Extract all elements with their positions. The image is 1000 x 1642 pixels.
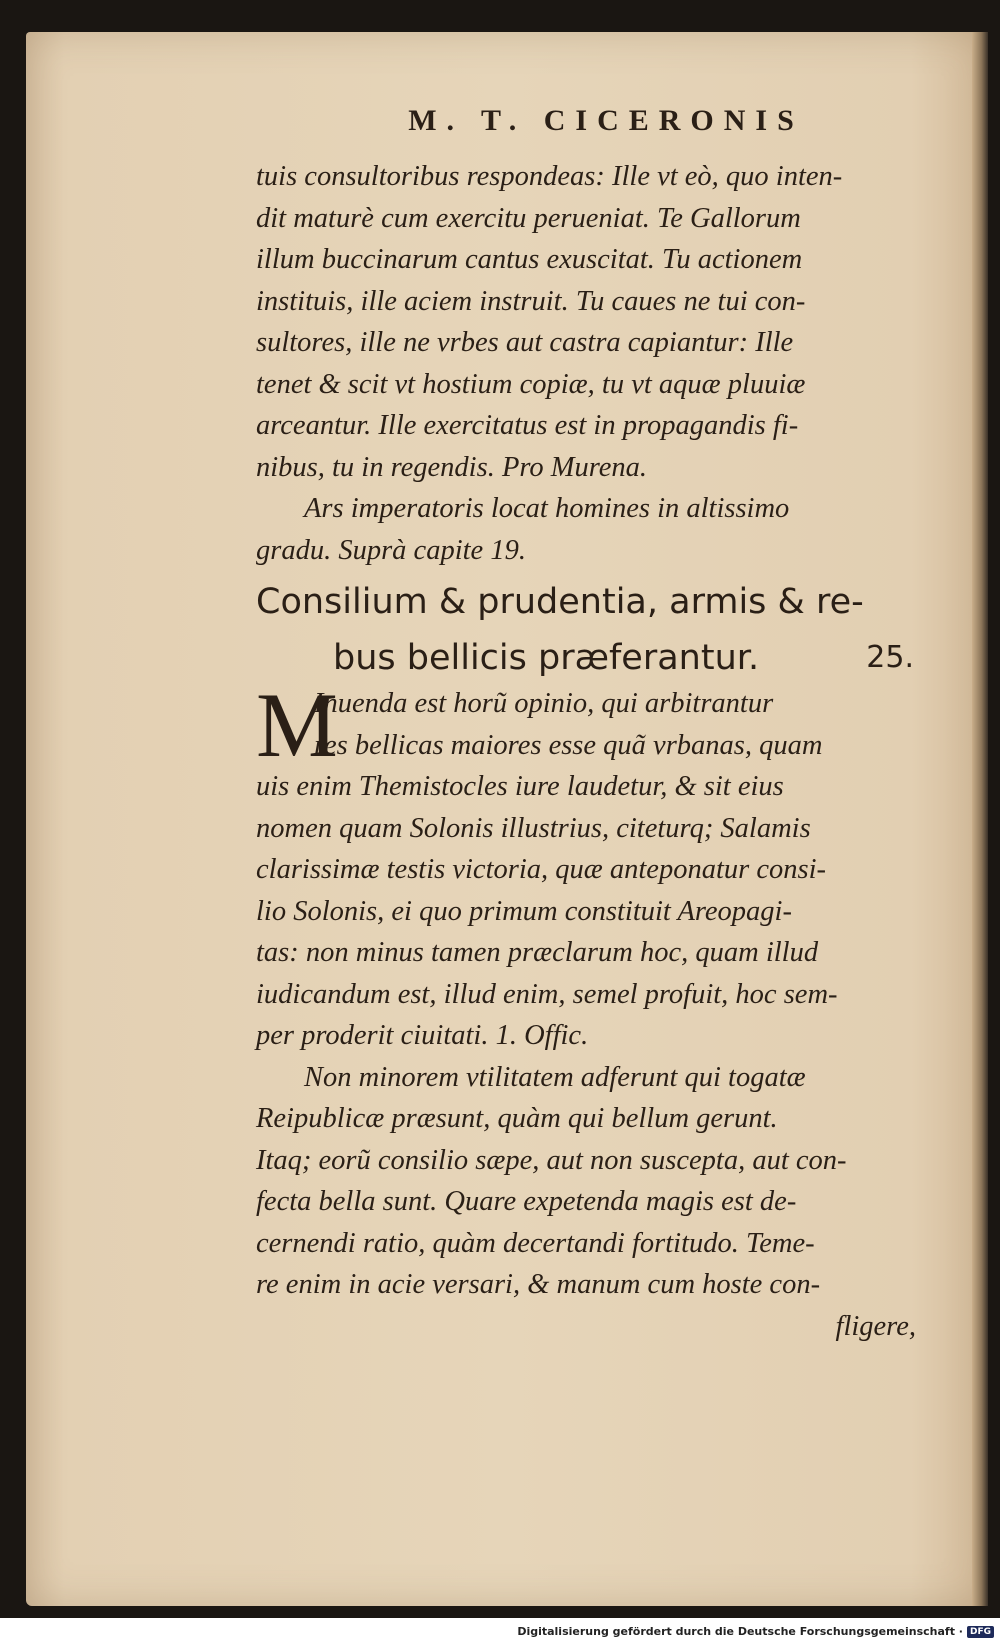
text-line: Non minorem vtilitatem adferunt qui togatæ	[304, 1061, 806, 1093]
section-heading-text: bus bellicis præferantur.	[333, 638, 760, 678]
text-line: tuis consultoribus respondeas: Ille vt eò, quo inten-	[256, 161, 843, 192]
text-line: nomen quam Solonis illustrius, citeturq; Salamis	[256, 812, 811, 844]
digitization-footer	[517, 1625, 994, 1638]
text-line: Ars imperatoris locat homines in altissimo	[304, 493, 790, 524]
running-head: M. T. CICERONIS	[408, 104, 804, 137]
drop-cap-paragraph	[256, 674, 956, 776]
text-line: re enim in acie versari, & manum cum hoste con-	[256, 1269, 821, 1300]
text-line: Reipublicæ præsunt, quàm qui bellum gerunt.	[256, 1103, 778, 1134]
drop-cap: M	[256, 674, 338, 776]
section-heading-line2	[256, 633, 956, 683]
text-line: res bellicas maiores esse quã vrbanas, quam	[314, 729, 823, 761]
text-line: tas: non minus tamen præclarum hoc, quam illud	[256, 937, 819, 968]
section-heading-line1: Consilium & prudentia, armis & re-	[256, 582, 864, 622]
text-line: lio Solonis, ei quo primum constituit Areopagi-	[256, 895, 792, 927]
catchword: fligere,	[835, 1310, 916, 1342]
text-line: instituis, ille aciem instruit. Tu caues ne tui con-	[256, 285, 806, 317]
text-line: fecta bella sunt. Quare expetenda magis est de-	[256, 1186, 797, 1217]
footer-text: Digitalisierung gefördert durch die Deutsche Forschungsgemeinschaft ·	[517, 1625, 963, 1638]
text-line: arceantur. Ille exercitatus est in propagandis fi-	[256, 410, 799, 441]
text-block	[256, 104, 956, 1347]
text-line: iudicandum est, illud enim, semel profuit, hoc sem-	[256, 978, 838, 1010]
text-line: sultores, ille ne vrbes aut castra capiantur: Ille	[256, 327, 794, 358]
text-line: dit maturè cum exercitu perueniat. Te Gallorum	[256, 202, 801, 234]
book-page	[26, 32, 988, 1606]
text-line: illum buccinarum cantus exuscitat. Tu actionem	[256, 244, 803, 275]
text-line: uis enim Themistocles iure laudetur, & sit eius	[256, 771, 784, 802]
page-edge	[972, 32, 988, 1606]
section-number: 25.	[866, 640, 914, 675]
text-line: Inuenda est horũ opinio, qui arbitrantur	[314, 688, 774, 719]
text-line: clarissimæ testis victoria, quæ anteponatur consi-	[256, 854, 826, 885]
text-line: tenet & scit vt hostium copiæ, tu vt aquæ pluuiæ	[256, 368, 806, 400]
text-line: cernendi ratio, quàm decertandi fortitudo. Teme-	[256, 1227, 815, 1259]
text-line: per proderit ciuitati. 1. Offic.	[256, 1020, 589, 1051]
text-line: gradu. Suprà capite 19.	[256, 534, 526, 566]
text-line: nibus, tu in regendis. Pro Murena.	[256, 451, 648, 483]
text-line: Itaq; eorũ consilio sæpe, aut non suscepta, aut con-	[256, 1144, 847, 1176]
dfg-logo: DFG	[967, 1626, 994, 1638]
